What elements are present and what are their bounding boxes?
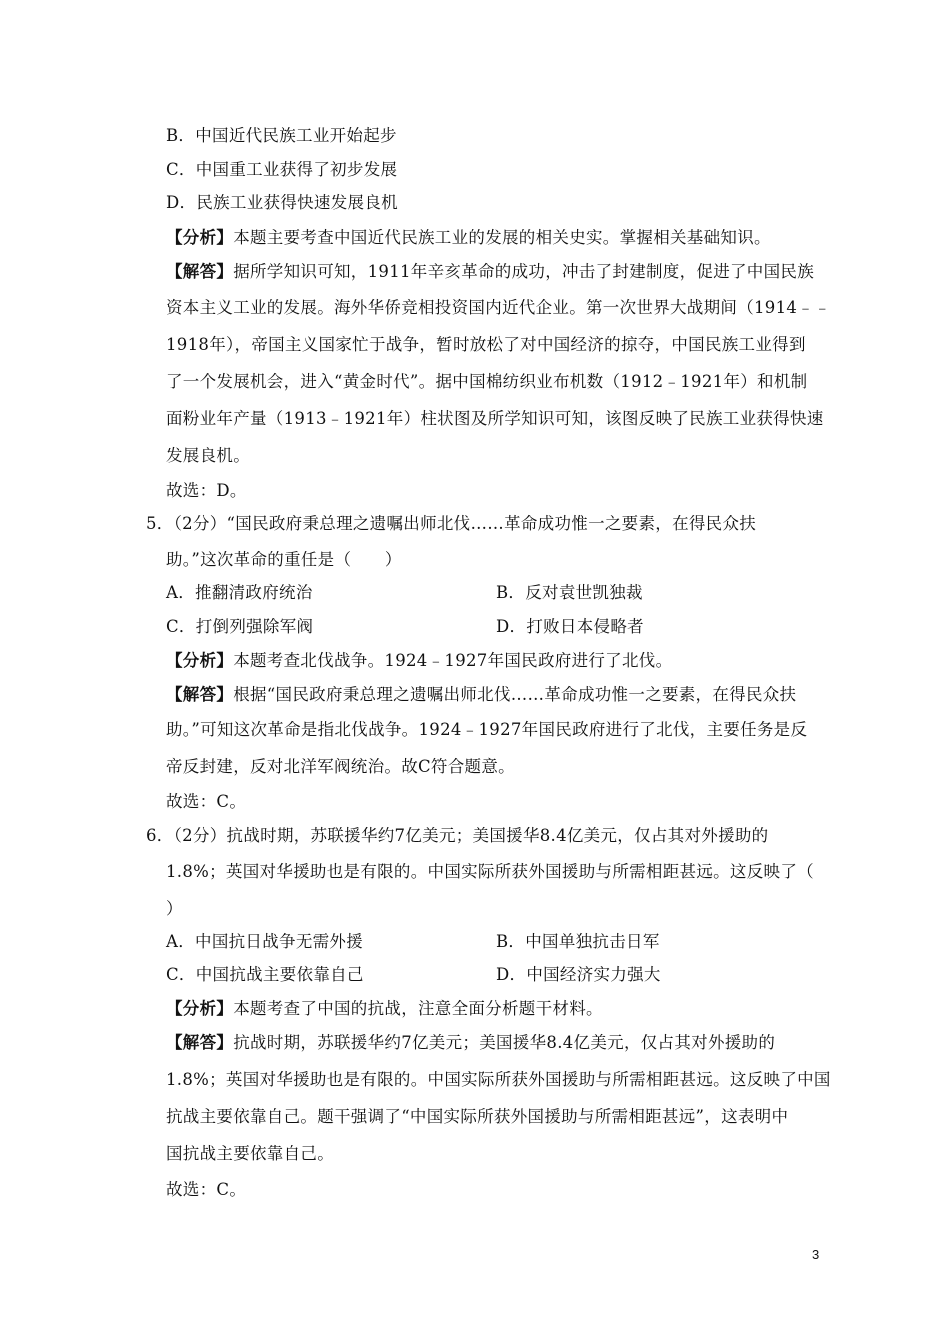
q4-option-d: D．民族工业获得快速发展良机 [166, 193, 398, 212]
q4-answer-line [166, 262, 814, 282]
answer-text: 根据“国民政府秉总理之遗嘱出师北伐……革命成功惟一之要素，在得民众扶 [233, 685, 797, 704]
q6-answer-line: 1.8%；英国对华援助也是有限的。中国实际所获外国援助与所需相距甚远。这反映了中国 [166, 1070, 831, 1089]
q4-choice: 故选：D。 [166, 481, 247, 500]
q5-stem-line: 助。”这次革命的重任是（ ） [166, 550, 402, 569]
q6-answer-line: 抗战主要依靠自己。题干强调了“中国实际所获外国援助与所需相距甚远”，这表明中 [166, 1107, 789, 1126]
answer-tag: 【解答】 [166, 262, 234, 281]
q4-answer-line: 1918年），帝国主义国家忙于战争，暂时放松了对中国经济的掠夺，中国民族工业得到 [166, 335, 806, 354]
q6-option-b: B．中国单独抗击日军 [496, 932, 660, 951]
q5-option-a: A．推翻清政府统治 [166, 583, 313, 602]
q6-stem-line: 6．（2分）抗战时期，苏联援华约7亿美元；美国援华8.4亿美元，仅占其对外援助的 [146, 826, 769, 845]
q5-options-row [166, 583, 806, 603]
q5-options-row [166, 617, 806, 637]
analysis-text: 本题考查北伐战争。1924﹣1927年国民政府进行了北伐。 [233, 651, 673, 670]
answer-tag: 【解答】 [166, 1033, 234, 1052]
q6-option-a: A．中国抗日战争无需外援 [166, 932, 364, 951]
analysis-tag: 【分析】 [166, 651, 234, 670]
q5-answer-line: 助。”可知这次革命是指北伐战争。1924﹣1927年国民政府进行了北伐，主要任务是反 [166, 720, 808, 739]
q5-option-b: B．反对袁世凯独裁 [496, 583, 643, 602]
q6-choice: 故选：C。 [166, 1180, 247, 1199]
q4-option-c: C．中国重工业获得了初步发展 [166, 160, 398, 179]
analysis-text: 本题考查了中国的抗战，注意全面分析题干材料。 [233, 999, 603, 1018]
analysis-tag: 【分析】 [166, 999, 234, 1018]
page-number: 3 [812, 1247, 820, 1262]
q4-answer-line: 资本主义工业的发展。海外华侨竞相投资国内近代企业。第一次世界大战期间（1914﹣﹣ [166, 298, 831, 317]
q5-option-c: C．打倒列强除军阀 [166, 617, 314, 636]
analysis-tag: 【分析】 [166, 228, 234, 247]
q5-choice: 故选：C。 [166, 792, 247, 811]
q4-analysis [166, 228, 771, 248]
answer-text: 抗战时期，苏联援华约7亿美元；美国援华8.4亿美元，仅占其对外援助的 [233, 1033, 776, 1052]
q4-answer-line: 发展良机。 [166, 446, 250, 465]
q6-options-row [166, 932, 806, 952]
q6-option-d: D．中国经济实力强大 [496, 965, 661, 984]
q6-answer-line [166, 1033, 775, 1053]
q6-options-row [166, 965, 806, 985]
q6-stem-line: ） [166, 899, 183, 918]
q4-answer-line: 面粉业年产量（1913﹣1921年）柱状图及所学知识可知，该图反映了民族工业获得快速 [166, 409, 824, 428]
q5-answer-line: 帝反封建，反对北洋军阀统治。故C符合题意。 [166, 757, 515, 776]
q5-option-d: D．打败日本侵略者 [496, 617, 644, 636]
q5-stem-line: 5．（2分）“国民政府秉总理之遗嘱出师北伐……革命成功惟一之要素，在得民众扶 [146, 514, 757, 533]
answer-tag: 【解答】 [166, 685, 234, 704]
q5-answer-line [166, 685, 796, 705]
q6-option-c: C．中国抗战主要依靠自己 [166, 965, 364, 984]
q4-option-b: B．中国近代民族工业开始起步 [166, 126, 397, 145]
answer-text: 据所学知识可知，1911年辛亥革命的成功，冲击了封建制度，促进了中国民族 [233, 262, 814, 281]
q6-analysis [166, 999, 603, 1019]
q4-answer-line: 了一个发展机会，进入“黄金时代”。据中国棉纺织业布机数（1912﹣1921年）和机制 [166, 372, 808, 391]
analysis-text: 本题主要考查中国近代民族工业的发展的相关史实。掌握相关基础知识。 [233, 228, 771, 247]
q6-stem-line: 1.8%；英国对华援助也是有限的。中国实际所获外国援助与所需相距甚远。这反映了（ [166, 862, 814, 881]
q6-answer-line: 国抗战主要依靠自己。 [166, 1144, 334, 1163]
q5-analysis [166, 651, 672, 671]
